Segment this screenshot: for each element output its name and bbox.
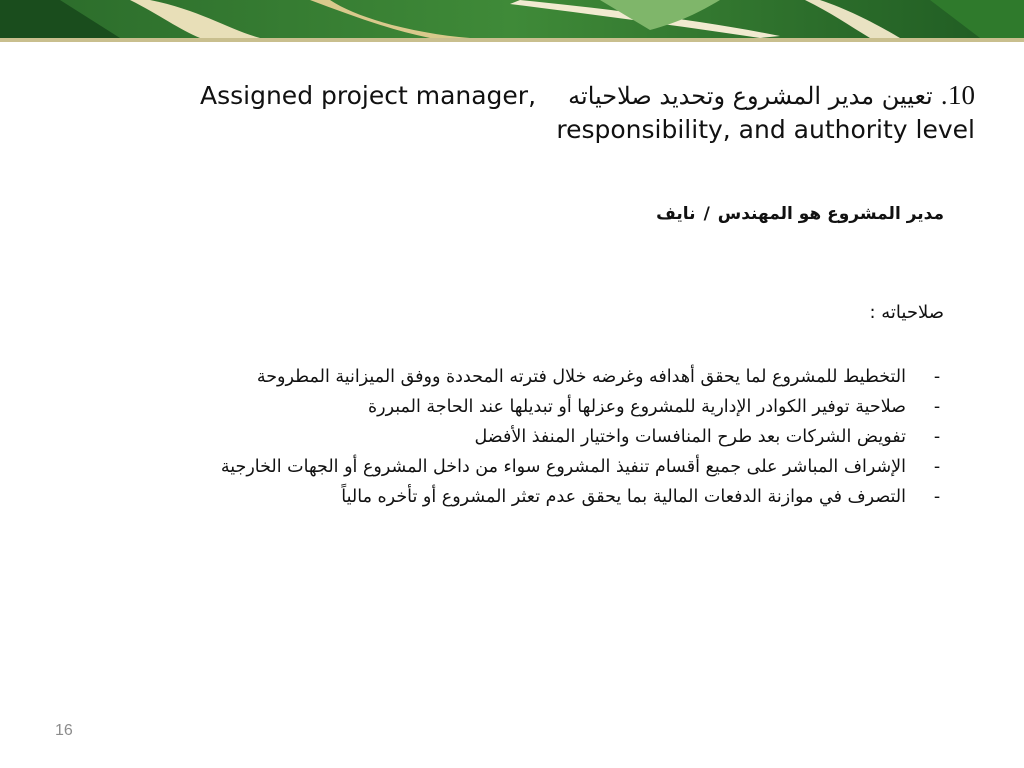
list-item-text: التخطيط للمشروع لما يحقق أهدافه وغرضه خلال فترته المحددة ووفق الميزانية المطروحة xyxy=(256,367,906,387)
bullet-dash: - xyxy=(933,487,941,507)
title-arabic-text: . تعيين مدير المشروع وتحديد صلاحياته xyxy=(568,82,948,110)
title-line-1 xyxy=(200,80,975,114)
title-english-part-2: responsibility, and authority level xyxy=(556,115,975,144)
manager-label: مدير المشروع هو المهندس xyxy=(717,204,944,224)
title-english-part-1: Assigned project manager, xyxy=(200,81,537,110)
list-item xyxy=(124,422,944,452)
title-arabic xyxy=(568,80,975,111)
list-item-text: تفويض الشركات بعد طرح المنافسات واختيار المنفذ الأفضل xyxy=(474,427,906,447)
manager-separator: / xyxy=(703,204,710,224)
authority-heading: صلاحياته : xyxy=(869,302,944,323)
list-item xyxy=(124,452,944,482)
list-item xyxy=(124,482,944,512)
bullet-dash: - xyxy=(933,367,941,387)
slide-title xyxy=(200,80,975,144)
project-manager-line xyxy=(124,200,944,228)
manager-name: نايف xyxy=(656,204,696,224)
list-item-text: صلاحية توفير الكوادر الإدارية للمشروع وعزلها أو تبديلها عند الحاجة المبررة xyxy=(367,397,906,417)
bullet-dash: - xyxy=(933,457,941,477)
list-item xyxy=(124,362,944,392)
title-number: 10 xyxy=(948,80,975,110)
authority-list xyxy=(124,362,944,512)
decorative-banner xyxy=(0,0,1024,42)
list-item-text: التصرف في موازنة الدفعات المالية بما يحقق عدم تعثر المشروع أو تأخره مالياً xyxy=(341,487,906,507)
bullet-dash: - xyxy=(933,397,941,417)
list-item-text: الإشراف المباشر على جميع أقسام تنفيذ المشروع سواء من داخل المشروع أو الجهات الخارجية xyxy=(220,457,906,477)
list-item xyxy=(124,392,944,422)
flag-banner-graphic xyxy=(0,0,1024,42)
page-number: 16 xyxy=(55,722,73,739)
bullet-dash: - xyxy=(933,427,941,447)
slide-content xyxy=(124,200,944,507)
